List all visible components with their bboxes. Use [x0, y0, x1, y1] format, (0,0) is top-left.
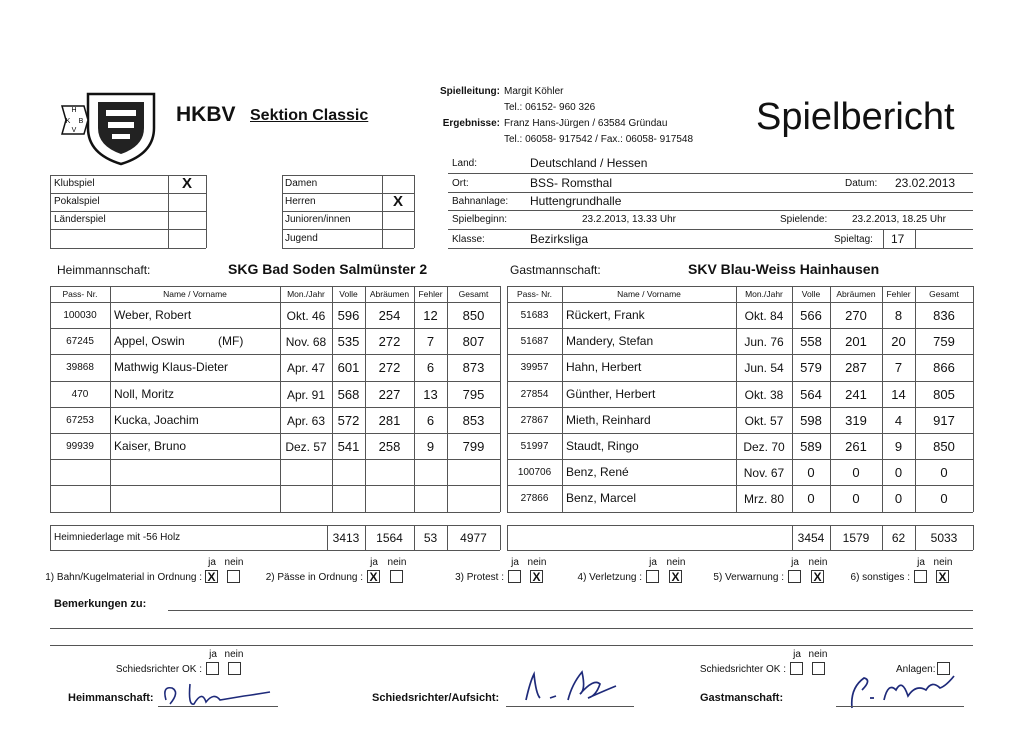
check-ja-box[interactable] — [914, 570, 927, 583]
home-team-name: SKG Bad Soden Salmünster 2 — [228, 261, 428, 277]
referee-ok-guest-nein[interactable] — [812, 662, 825, 675]
guest-fehler: 4 — [894, 412, 903, 428]
guest-fehler: 7 — [894, 360, 903, 376]
guest-abraeumen: 0 — [852, 491, 860, 507]
home-volle: 568 — [337, 386, 360, 402]
guest-volle: 589 — [800, 439, 822, 454]
guest-pass-nr: 51687 — [520, 336, 549, 348]
check-nein-label: nein — [666, 557, 686, 568]
home-pass-nr: 39868 — [66, 362, 94, 374]
guest-pass-nr: 27866 — [520, 493, 549, 505]
guest-player-name: Mieth, Reinhard — [566, 412, 651, 427]
home-gesamt: 807 — [462, 334, 485, 350]
referee-home-nein-label: nein — [224, 649, 244, 660]
guest-player-name: Günther, Herbert — [566, 386, 656, 401]
home-gesamt: 795 — [462, 386, 485, 402]
referee-ok-label-home: Schiedsrichter OK : — [115, 664, 202, 675]
spieltag-label: Spieltag: — [834, 234, 873, 245]
guest-team-label: Gastmannschaft: — [510, 263, 601, 277]
check-mark: X — [938, 570, 947, 584]
spielende-value: 23.2.2013, 18.25 Uhr — [852, 214, 946, 225]
guest-abraeumen: 241 — [845, 386, 867, 402]
home-abraeumen: 272 — [378, 334, 401, 350]
guest-header-abr: Abräumen — [836, 289, 876, 299]
home-abraeumen: 227 — [378, 386, 401, 402]
bahnanlage-label: Bahnanlage: — [452, 196, 509, 207]
check-label: 3) Protest : — [455, 572, 504, 583]
guest-abraeumen: 201 — [845, 334, 867, 350]
referee-ok-guest-ja[interactable] — [790, 662, 803, 675]
check-nein-label: nein — [808, 557, 828, 568]
guest-gesamt: 0 — [940, 491, 948, 507]
home-abraeumen: 281 — [378, 412, 401, 428]
hkbv-logo — [58, 88, 158, 166]
home-player-name: Kucka, Joachim — [114, 412, 199, 427]
home-pass-nr: 100030 — [63, 310, 97, 321]
guest-player-name: Staudt, Ringo — [566, 439, 639, 453]
spielleitung-tel: Tel.: 06152- 960 326 — [504, 102, 596, 113]
guest-birth-date: Okt. 38 — [744, 387, 784, 402]
check-mark: X — [813, 570, 822, 584]
guest-volle: 0 — [807, 491, 815, 507]
home-header-pass: Pass- Nr. — [62, 289, 98, 299]
home-fehler: 6 — [426, 360, 435, 376]
check-mark: X — [207, 570, 216, 584]
home-signature-label: Heimmanschaft: — [68, 692, 154, 704]
home-pass-nr: 470 — [71, 388, 89, 400]
home-volle: 601 — [337, 360, 360, 376]
guest-header-fehler: Fehler — [886, 289, 911, 299]
guest-total-fehler: 62 — [891, 531, 906, 545]
guest-gesamt: 850 — [933, 439, 955, 454]
check-label: 2) Pässe in Ordnung : — [265, 572, 363, 583]
check-ja-label: ja — [370, 557, 378, 568]
guest-total-volle: 3454 — [797, 531, 825, 545]
guest-header-gesamt: Gesamt — [929, 289, 959, 299]
guest-fehler: 0 — [894, 465, 903, 481]
home-birth-date: Dez. 57 — [285, 440, 327, 454]
datum-label: Datum: — [845, 178, 878, 189]
referee-signature-label: Schiedsrichter/Aufsicht: — [372, 692, 500, 704]
home-pass-nr: 67245 — [66, 336, 94, 348]
home-header-date: Mon./Jahr — [287, 289, 325, 299]
home-pass-nr: 67253 — [66, 414, 94, 426]
check-nein-box[interactable] — [936, 570, 949, 583]
check-nein-label: nein — [933, 557, 953, 568]
home-gesamt: 799 — [462, 439, 485, 454]
land-value: Deutschland / Hessen — [530, 156, 648, 170]
referee-ok-home-ja[interactable] — [206, 662, 219, 675]
guest-fehler: 20 — [891, 334, 906, 350]
home-player-name: Noll, Moritz — [114, 386, 175, 401]
referee-guest-ja-label: ja — [793, 649, 801, 660]
ergebnisse-name: Franz Hans-Jürgen / 63584 Gründau — [504, 118, 668, 129]
guest-abraeumen: 261 — [845, 439, 867, 454]
home-gesamt: 853 — [462, 412, 485, 428]
bahnanlage-value: Huttengrundhalle — [530, 194, 622, 208]
datum-value: 23.02.2013 — [895, 176, 956, 190]
check-nein-label: nein — [527, 557, 547, 568]
home-abraeumen: 272 — [378, 360, 401, 376]
logo-letter-h: H — [71, 107, 77, 114]
check-nein-label: nein — [387, 557, 407, 568]
guest-birth-date: Nov. 67 — [743, 466, 785, 481]
home-header-name: Name / Vorname — [163, 289, 227, 299]
check-label: 6) sonstiges : — [850, 572, 910, 583]
home-birth-date: Nov. 68 — [285, 335, 327, 350]
guest-player-name: Benz, René — [566, 465, 629, 480]
referee-guest-nein-label: nein — [808, 649, 828, 660]
klubspiel-label: Klubspiel — [54, 178, 95, 189]
guest-volle: 564 — [800, 386, 822, 402]
check-label: 5) Verwarnung : — [713, 572, 784, 583]
jugend-label: Jugend — [285, 233, 318, 244]
home-pass-nr: 99939 — [66, 441, 94, 452]
land-label: Land: — [452, 158, 478, 169]
guest-pass-nr: 51997 — [520, 441, 549, 452]
spieltag-value: 17 — [891, 232, 905, 246]
home-fehler: 12 — [423, 308, 438, 323]
home-fehler: 9 — [426, 439, 435, 454]
check-ja-label: ja — [649, 557, 657, 568]
guest-pass-nr: 100706 — [517, 467, 552, 479]
org-name: HKBV — [176, 103, 236, 126]
klubspiel-mark[interactable]: X — [181, 175, 192, 192]
home-birth-date: Apr. 63 — [286, 413, 326, 428]
guest-team-name: SKV Blau-Weiss Hainhausen — [688, 261, 880, 277]
guest-pass-nr: 51683 — [520, 310, 549, 321]
damen-label: Damen — [285, 178, 318, 189]
home-volle: 596 — [337, 308, 360, 323]
referee-home-ja-label: ja — [209, 649, 217, 660]
guest-birth-date: Mrz. 80 — [743, 492, 784, 507]
guest-player-name: Rückert, Frank — [566, 308, 645, 322]
home-abraeumen: 254 — [378, 308, 401, 323]
guest-birth-date: Okt. 57 — [744, 413, 784, 428]
home-captain-mark: (MF) — [218, 334, 244, 349]
check-label: 4) Verletzung : — [577, 572, 642, 583]
guest-header-date: Mon./Jahr — [745, 289, 783, 299]
check-nein-label: nein — [224, 557, 244, 568]
home-birth-date: Apr. 91 — [286, 387, 326, 402]
remarks-line-2[interactable] — [50, 628, 973, 629]
home-volle: 572 — [337, 412, 360, 428]
home-fehler: 13 — [423, 386, 438, 402]
guest-fehler: 14 — [891, 386, 906, 402]
guest-volle: 558 — [800, 334, 822, 350]
guest-volle: 598 — [800, 412, 822, 428]
spielende-label: Spielende: — [780, 214, 828, 225]
home-gesamt: 850 — [462, 308, 485, 323]
guest-pass-nr: 27854 — [520, 388, 549, 400]
home-birth-date: Apr. 47 — [286, 361, 326, 376]
home-player-name: Kaiser, Bruno — [114, 439, 187, 453]
logo-letter-v: V — [71, 127, 77, 134]
home-total-gesamt: 4977 — [460, 531, 487, 545]
home-volle: 541 — [337, 439, 360, 454]
check-ja-label: ja — [208, 557, 216, 568]
check-label: 1) Bahn/Kugelmaterial in Ordnung : — [45, 572, 202, 583]
home-result-note: Heimniederlage mit -56 Holz — [54, 532, 181, 543]
guest-fehler: 0 — [894, 491, 903, 507]
check-ja-label: ja — [917, 557, 925, 568]
guest-volle: 0 — [807, 465, 815, 481]
home-birth-date: Okt. 46 — [286, 309, 326, 323]
guest-pass-nr: 27867 — [520, 414, 549, 426]
guest-gesamt: 805 — [933, 386, 955, 402]
guest-birth-date: Jun. 76 — [744, 335, 784, 350]
herren-label: Herren — [285, 196, 316, 207]
remarks-line-1[interactable] — [168, 610, 973, 611]
ergebnisse-tel: Tel.: 06058- 917542 / Fax.: 06058- 917548 — [504, 134, 694, 145]
ort-value: BSS- Romsthal — [530, 176, 613, 190]
remarks-label: Bemerkungen zu: — [54, 598, 147, 610]
home-total-volle: 3413 — [332, 531, 360, 545]
guest-player-name: Benz, Marcel — [566, 491, 637, 506]
logo-letter-b: B — [78, 118, 84, 125]
spielleitung-label: Spielleitung: — [440, 86, 500, 97]
home-total-fehler: 53 — [423, 531, 438, 545]
guest-header-volle: Volle — [801, 289, 821, 299]
guest-header-pass: Pass- Nr. — [517, 289, 552, 299]
klasse-value: Bezirksliga — [530, 232, 589, 246]
ergebnisse-label: Ergebnisse: — [442, 118, 500, 129]
home-header-abr: Abräumen — [369, 289, 410, 299]
guest-birth-date: Dez. 70 — [743, 440, 785, 454]
check-mark: X — [532, 570, 541, 584]
laenderspiel-label: Länderspiel — [54, 214, 106, 225]
anlagen-label: Anlagen: — [896, 664, 936, 675]
referee-ok-label-guest: Schiedsrichter OK : — [699, 664, 786, 675]
guest-gesamt: 917 — [933, 412, 955, 428]
guest-birth-date: Okt. 84 — [744, 309, 784, 323]
spielbeginn-value: 23.2.2013, 13.33 Uhr — [582, 214, 676, 225]
home-player-name: Appel, Oswin — [114, 334, 185, 349]
page-title: Spielbericht — [756, 96, 955, 138]
referee-ok-home-nein[interactable] — [228, 662, 241, 675]
logo-letter-k: K — [65, 118, 71, 125]
guest-total-gesamt: 5033 — [930, 531, 958, 545]
guest-abraeumen: 319 — [845, 412, 867, 428]
guest-abraeumen: 287 — [845, 360, 867, 376]
junioren-label: Junioren/innen — [285, 214, 351, 225]
guest-player-name: Hahn, Herbert — [566, 360, 642, 375]
guest-volle: 579 — [800, 360, 822, 376]
home-total-abraeumen: 1564 — [376, 531, 403, 545]
guest-total-abraeumen: 1579 — [842, 531, 870, 545]
guest-abraeumen: 0 — [852, 465, 860, 481]
section-name: Sektion Classic — [250, 107, 369, 124]
home-header-volle: Volle — [339, 289, 358, 299]
guest-gesamt: 759 — [933, 334, 955, 350]
ort-label: Ort: — [452, 178, 469, 189]
guest-gesamt: 836 — [933, 308, 955, 323]
home-player-name: Mathwig Klaus-Dieter — [114, 360, 229, 375]
check-ja-label: ja — [511, 557, 519, 568]
herren-mark[interactable]: X — [392, 193, 403, 210]
home-volle: 535 — [337, 334, 360, 350]
guest-pass-nr: 39957 — [520, 362, 549, 374]
check-mark: X — [369, 570, 378, 584]
guest-birth-date: Jun. 54 — [744, 361, 784, 376]
guest-volle: 566 — [800, 308, 822, 323]
klasse-label: Klasse: — [452, 234, 485, 245]
remarks-line-3[interactable] — [50, 645, 973, 646]
home-player-name: Weber, Robert — [114, 308, 192, 322]
home-abraeumen: 258 — [378, 439, 401, 454]
pokalspiel-label: Pokalspiel — [54, 196, 100, 207]
guest-fehler: 9 — [894, 439, 903, 454]
home-fehler: 7 — [426, 334, 435, 350]
home-header-fehler: Fehler — [418, 289, 443, 299]
check-ja-label: ja — [791, 557, 799, 568]
guest-gesamt: 866 — [933, 360, 955, 376]
check-mark: X — [671, 570, 680, 584]
guest-player-name: Mandery, Stefan — [566, 334, 654, 349]
spielleitung-name: Margit Köhler — [504, 86, 564, 97]
guest-header-name: Name / Vorname — [617, 289, 681, 299]
home-fehler: 6 — [426, 412, 435, 428]
guest-fehler: 8 — [894, 308, 903, 323]
home-team-label: Heimmannschaft: — [57, 263, 151, 277]
home-gesamt: 873 — [462, 360, 485, 376]
guest-gesamt: 0 — [940, 465, 948, 481]
guest-signature-label: Gastmanschaft: — [700, 692, 784, 704]
home-header-gesamt: Gesamt — [458, 289, 489, 299]
referee-signature — [516, 664, 626, 708]
guest-abraeumen: 270 — [845, 308, 867, 323]
spielbeginn-label: Spielbeginn: — [452, 214, 508, 225]
